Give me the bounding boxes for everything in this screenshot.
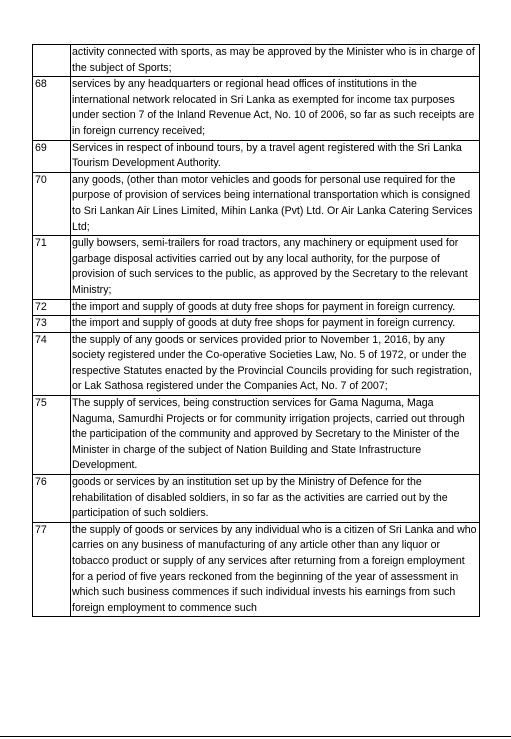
table-row — [33, 332, 480, 395]
row-number: 71 — [33, 236, 71, 299]
row-number — [33, 45, 71, 77]
row-text: services by any headquarters or regional head offices of institutions in the international network relocated in Sri Lanka as exempted for income tax purposes under section 7 of the Inland Revenue Act, No. 10 of 2006, so far as such receipts are in foreign currency received; — [71, 77, 480, 140]
row-text: the import and supply of goods at duty free shops for payment in foreign currency. — [71, 316, 480, 333]
row-text: The supply of services, being construction services for Gama Naguma, Maga Naguma, Samurdhi Projects or for community irrigation projects, carried out through the participation of the community and approved by Secretary to the Minister of the Minister in charge of the subject of Nation Building and State Infrastructure Development. — [71, 396, 480, 475]
row-number: 75 — [33, 396, 71, 475]
table-row — [33, 140, 480, 172]
row-text: the supply of goods or services by any individual who is a citizen of Sri Lanka and who carries on any business of manufacturing of any article other than any liquor or tobacco product or supply of any services after returning from a foreign employment for a period of five years reckoned from the beginning of the year of assessment in which such business commences if such individual invests his earnings from such foreign employment to commence such — [71, 522, 480, 617]
row-number: 70 — [33, 172, 71, 235]
row-text: goods or services by an institution set up by the Ministry of Defence for the rehabilitation of disabled soldiers, in so far as the activities are carried out by the participation of such soldiers. — [71, 475, 480, 523]
row-number: 76 — [33, 475, 71, 523]
table-row — [33, 172, 480, 235]
row-number: 74 — [33, 332, 71, 395]
row-text: activity connected with sports, as may be approved by the Minister who is in charge of the subject of Sports; — [71, 45, 480, 77]
row-text: any goods, (other than motor vehicles and goods for personal use required for the purpose of provision of services being international transportation which is consigned to Sri Lankan Air Lines Limited, Mihin Lanka (Pvt) Ltd. Or Air Lanka Catering Services Ltd; — [71, 172, 480, 235]
row-number: 69 — [33, 140, 71, 172]
page-footer-rule — [0, 736, 511, 737]
table-row — [33, 316, 480, 333]
exemptions-table — [32, 44, 480, 617]
row-number: 77 — [33, 522, 71, 617]
table-row — [33, 236, 480, 299]
table-row — [33, 299, 480, 316]
row-number: 73 — [33, 316, 71, 333]
row-text: the import and supply of goods at duty free shops for payment in foreign currency. — [71, 299, 480, 316]
row-number: 72 — [33, 299, 71, 316]
table-row — [33, 522, 480, 617]
table-row — [33, 77, 480, 140]
table-row — [33, 475, 480, 523]
row-number: 68 — [33, 77, 71, 140]
table-row — [33, 45, 480, 77]
row-text: gully bowsers, semi-trailers for road tractors, any machinery or equipment used for garbage disposal activities carried out by any local authority, for the purpose of provision of such services to the public, as approved by the Secretary to the relevant Ministry; — [71, 236, 480, 299]
table-row — [33, 396, 480, 475]
row-text: the supply of any goods or services provided prior to November 1, 2016, by any society registered under the Co-operative Societies Law, No. 5 of 1972, or under the respective Statutes enacted by the Provincial Councils providing for such registration, or Lak Sathosa registered under the Companies Act, No. 7 of 2007; — [71, 332, 480, 395]
row-text: Services in respect of inbound tours, by a travel agent registered with the Sri Lanka Tourism Development Authority. — [71, 140, 480, 172]
table-body — [33, 45, 480, 617]
